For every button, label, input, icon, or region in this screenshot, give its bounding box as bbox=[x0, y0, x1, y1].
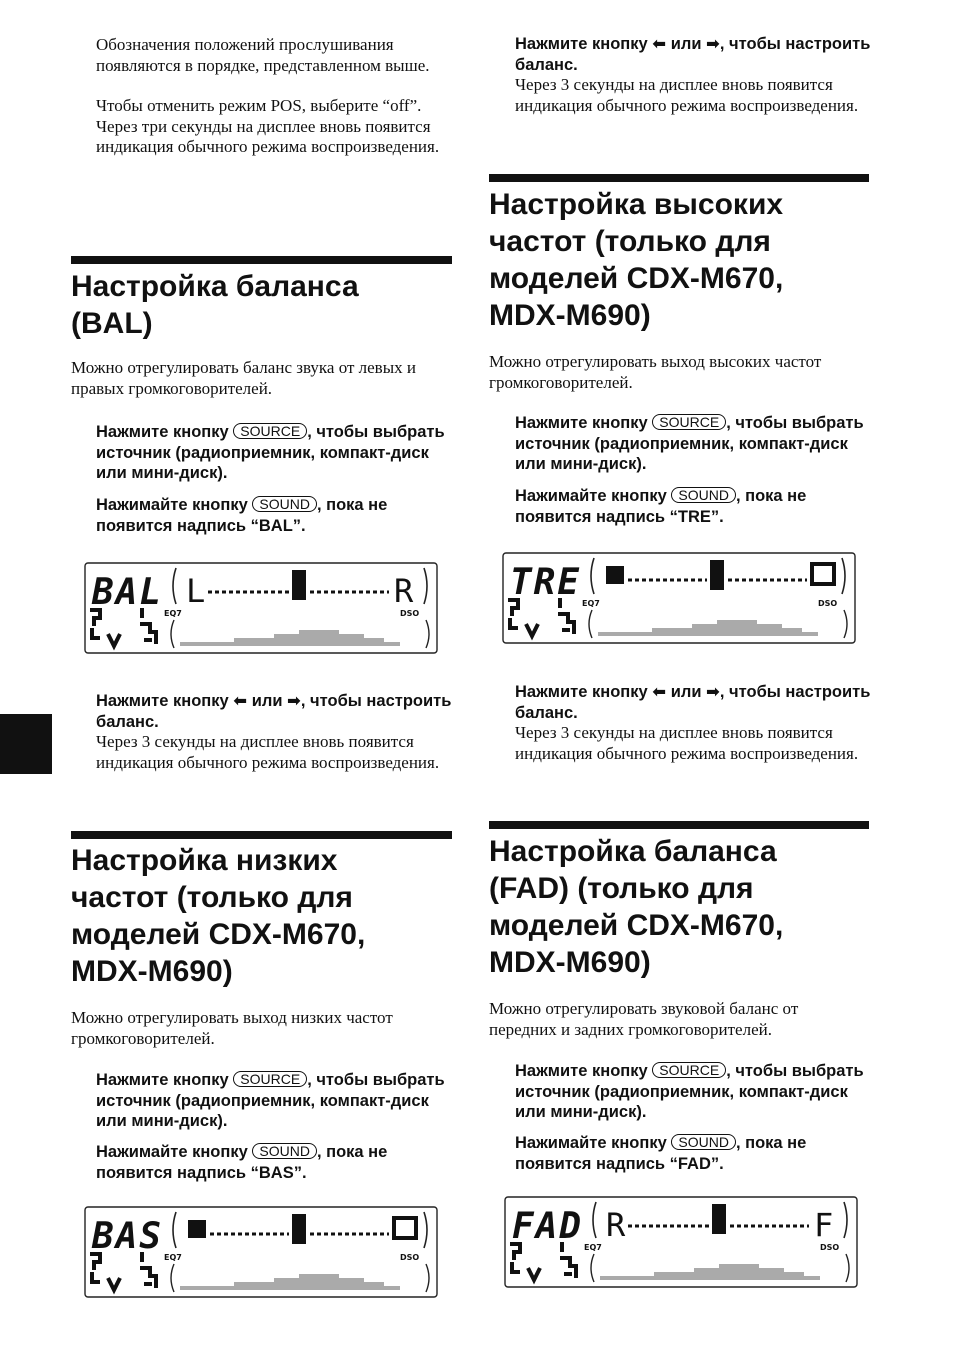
lcd-eq-label: EQ7 bbox=[164, 1253, 182, 1262]
sound-button[interactable]: SOUND bbox=[252, 496, 317, 512]
tre-step-3-note: Через 3 секунды на дисплее вновь появится индикация обычного режима воспроизведения. bbox=[515, 723, 859, 763]
right-top-step-3: Нажмите кнопку ⬅ или ➡, чтобы настроить баланс. bbox=[515, 34, 871, 74]
tre-intro: Можно отрегулировать выход высоких частот громкоговорителей. bbox=[489, 352, 822, 392]
lcd-dso-label: DSO bbox=[400, 1253, 420, 1262]
fad-step-2: Нажимайте кнопку SOUND , пока не появится надпись “FAD”. bbox=[515, 1134, 807, 1173]
tre-heading: Настройка высоких частот (только для моделей CDX-M670, MDX-M690) bbox=[489, 188, 784, 332]
fad-intro: Можно отрегулировать звуковой баланс от передних и задних громкоговорителей. bbox=[489, 999, 799, 1039]
right-top-note: Через 3 секунды на дисплее вновь появится индикация обычного режима воспроизведения. bbox=[515, 75, 859, 115]
lcd-panel bbox=[504, 1196, 858, 1288]
lcd-mode-text: BAL bbox=[92, 572, 164, 613]
right-arrow-icon: ➡ bbox=[706, 682, 720, 701]
section-rule-bas bbox=[71, 831, 452, 839]
lcd-center-marker bbox=[712, 1204, 726, 1234]
bal-step-3: Нажмите кнопку ⬅ или ➡, чтобы настроить баланс. bbox=[96, 691, 452, 731]
lcd-eq-label: EQ7 bbox=[584, 1243, 602, 1252]
lcd-dso-label: DSO bbox=[818, 599, 838, 608]
lcd-panel bbox=[84, 562, 438, 654]
lcd-panel bbox=[84, 1206, 438, 1298]
left-arrow-icon: ⬅ bbox=[652, 682, 667, 701]
tre-step-2: Нажимайте кнопку SOUND , пока не появится надпись “TRE”. bbox=[515, 487, 807, 526]
source-button[interactable]: SOURCE bbox=[652, 414, 726, 430]
bal-step-1: Нажмите кнопку SOURCE , чтобы выбрать источник (радиоприемник, компакт-диск или мини-диск). bbox=[96, 423, 445, 482]
sound-button[interactable]: SOUND bbox=[252, 1143, 317, 1159]
lcd-right-label: F bbox=[814, 1206, 834, 1244]
left-arrow-icon: ⬅ bbox=[233, 691, 248, 710]
bal-intro: Можно отрегулировать баланс звука от левых и правых громкоговорителей. bbox=[71, 358, 416, 398]
lcd-mode-text: FAD bbox=[512, 1206, 584, 1247]
tre-step-1: Нажмите кнопку SOURCE , чтобы выбрать источник (радиоприемник, компакт-диск или мини-диск). bbox=[515, 414, 864, 473]
bal-step-3-note: Через 3 секунды на дисплее вновь появится индикация обычного режима воспроизведения. bbox=[96, 732, 440, 772]
bas-lcd-display bbox=[84, 1206, 438, 1298]
lcd-center-marker bbox=[710, 560, 724, 590]
tre-section bbox=[489, 186, 869, 393]
bas-step-1: Нажмите кнопку SOURCE , чтобы выбрать источник (радиоприемник, компакт-диск или мини-диск). bbox=[96, 1071, 445, 1130]
left-intro bbox=[96, 35, 452, 158]
right-arrow-icon: ➡ bbox=[287, 691, 301, 710]
sound-button[interactable]: SOUND bbox=[671, 487, 736, 503]
lcd-center-marker bbox=[292, 570, 306, 600]
fad-heading: Настройка баланса (FAD) (только для моделей CDX-M670, MDX-M690) bbox=[489, 835, 784, 979]
section-rule-fad bbox=[489, 821, 869, 829]
bas-step-2: Нажимайте кнопку SOUND , пока не появится надпись “BAS”. bbox=[96, 1143, 388, 1182]
lcd-mode-text: TRE bbox=[510, 562, 582, 603]
tre-lcd-display bbox=[502, 552, 856, 644]
lcd-left-label: L bbox=[186, 572, 206, 610]
bas-heading: Настройка низких частот (только для моделей CDX-M670, MDX-M690) bbox=[71, 844, 366, 988]
lcd-right-label: R bbox=[394, 572, 414, 610]
source-button[interactable]: SOURCE bbox=[652, 1062, 726, 1078]
fad-section bbox=[489, 833, 869, 1040]
source-button[interactable]: SOURCE bbox=[233, 423, 307, 439]
bas-section bbox=[71, 842, 452, 1049]
lcd-min-block bbox=[188, 1220, 206, 1238]
bal-lcd-display bbox=[84, 562, 438, 654]
bas-intro: Можно отрегулировать выход низких частот громкоговорителей. bbox=[71, 1008, 393, 1048]
lcd-eq-label: EQ7 bbox=[164, 609, 182, 618]
lcd-min-block bbox=[606, 566, 624, 584]
pos-cancel-note: Чтобы отменить режим POS, выберите “off”. bbox=[96, 96, 422, 115]
right-arrow-icon: ➡ bbox=[706, 34, 720, 53]
pos-order-note: Обозначения положений прослушивания появляются в порядке, представленном выше. bbox=[96, 35, 430, 75]
pos-return-note: Через три секунды на дисплее вновь появится индикация обычного режима воспроизведения. bbox=[96, 116, 440, 156]
lcd-dso-label: DSO bbox=[400, 609, 420, 618]
section-rule-tre bbox=[489, 174, 869, 182]
lcd-mode-text: BAS bbox=[92, 1216, 164, 1257]
fad-step-1: Нажмите кнопку SOURCE , чтобы выбрать источник (радиоприемник, компакт-диск или мини-диск). bbox=[515, 1062, 864, 1121]
lcd-panel bbox=[502, 552, 856, 644]
lcd-left-label: R bbox=[606, 1206, 626, 1244]
bal-section bbox=[71, 268, 452, 399]
section-rule-bal bbox=[71, 256, 452, 264]
page-side-tab bbox=[0, 714, 52, 774]
lcd-eq-label: EQ7 bbox=[582, 599, 600, 608]
lcd-center-marker bbox=[292, 1214, 306, 1244]
tre-step-3: Нажмите кнопку ⬅ или ➡, чтобы настроить баланс. bbox=[515, 682, 871, 722]
sound-button[interactable]: SOUND bbox=[671, 1134, 736, 1150]
source-button[interactable]: SOURCE bbox=[233, 1071, 307, 1087]
left-arrow-icon: ⬅ bbox=[652, 34, 667, 53]
fad-lcd-display bbox=[504, 1196, 858, 1288]
bal-step-2: Нажимайте кнопку SOUND , пока не появится надпись “BAL”. bbox=[96, 496, 388, 535]
bal-heading: Настройка баланса (BAL) bbox=[71, 270, 359, 340]
lcd-dso-label: DSO bbox=[820, 1243, 840, 1252]
